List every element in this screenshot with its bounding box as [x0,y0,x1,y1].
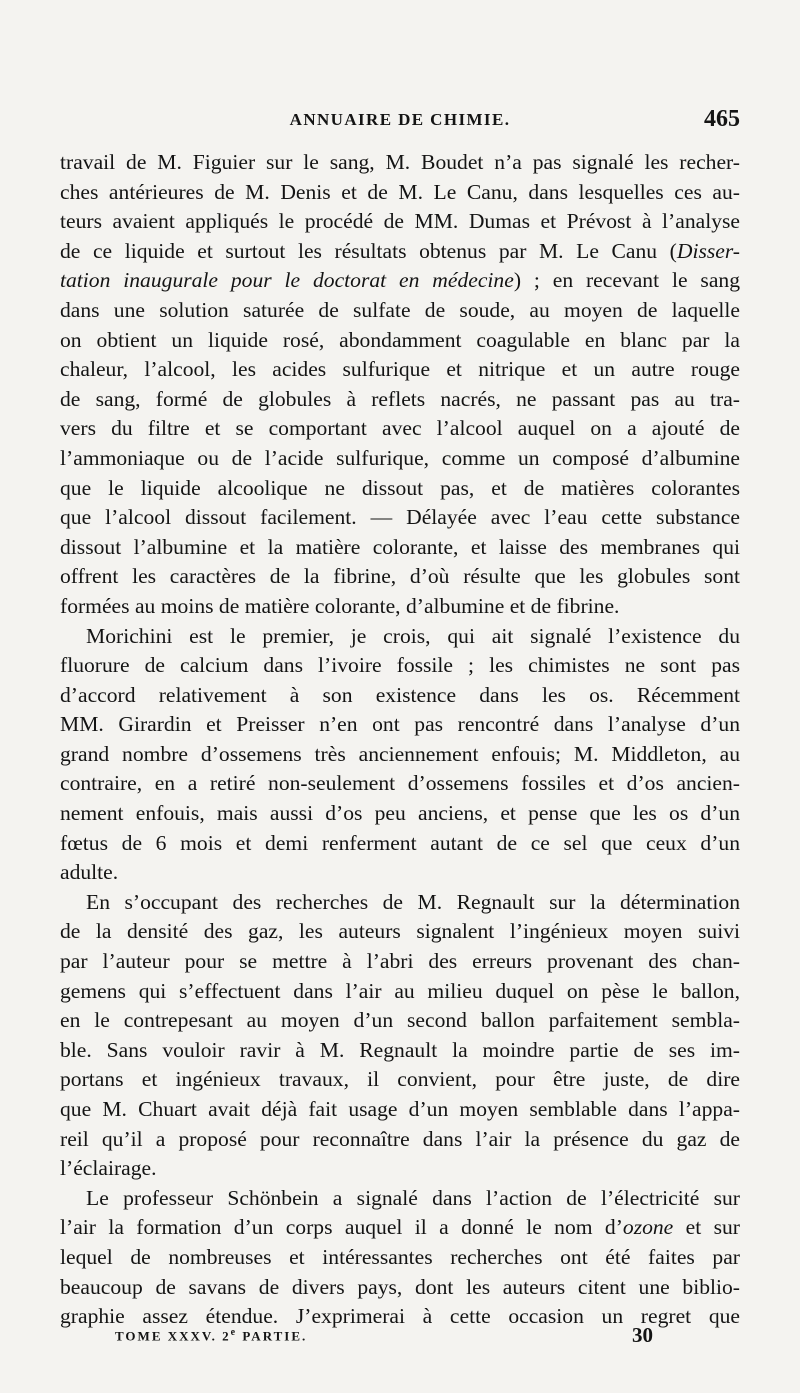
text-line [60,326,740,356]
text-line [60,681,740,711]
text-line [60,503,740,533]
text-line [60,385,740,415]
text-segment: de ce liquide et surtout les résultats obtenus par M. Le Canu ( [60,238,677,263]
page-header [60,106,740,140]
body-text [60,148,740,1332]
text-segment: ble. Sans vouloir ravir à M. Regnault la moindre partie de ses im- [60,1037,740,1062]
text-line [60,858,740,888]
text-line [60,769,740,799]
text-segment: fluorure de calcium dans l’ivoire fossile ; les chimistes ne sont pas [60,653,740,678]
text-segment: nement enfouis, mais aussi d’os peu anciens, et pense que les os d’un [60,801,740,826]
text-segment: l’air la formation d’un corps auquel il a donné le nom d’ [60,1215,623,1240]
text-line [60,1065,740,1095]
text-segment: gemens qui s’effectuent dans l’air au milieu duquel on pèse le ballon, [60,978,740,1003]
page-number: 465 [704,106,740,132]
text-line [60,740,740,770]
signature-prefix: TOME XXXV. 2 [115,1328,231,1344]
signature-suffix: PARTIE. [237,1328,308,1344]
text-segment: ) ; en recevant le sang [513,268,740,293]
text-line [60,266,740,296]
text-segment: de sang, formé de globules à reflets nacrés, ne passant pas au tra- [60,386,740,411]
text-segment: adulte. [60,860,119,885]
text-segment: en le contrepesant au moyen d’un second ballon parfaitement sembla- [60,1008,740,1033]
italic-segment: tation inaugurale pour le doctorat en médecine [60,268,514,293]
text-segment: l’éclairage. [60,1156,157,1181]
text-segment: l’ammoniaque ou de l’acide sulfurique, comme un composé d’albumine [60,445,740,470]
text-line [60,1273,740,1303]
text-line [60,1243,740,1273]
text-line [60,710,740,740]
text-line [60,414,740,444]
text-segment: dissout l’albumine et la matière colorante, et laisse des membranes qui [60,534,740,559]
text-segment: lequel de nombreuses et intéressantes recherches ont été faites par [60,1244,740,1269]
text-segment: beaucoup de savans de divers pays, dont les auteurs citent une biblio- [60,1274,740,1299]
text-segment: par l’auteur pour se mettre à l’abri des erreurs provenant des chan- [60,949,740,974]
text-line [60,207,740,237]
text-line [60,622,740,652]
text-line [60,237,740,267]
text-segment: En s’occupant des recherches de M. Regnault sur la détermination [86,889,740,914]
text-segment: fœtus de 6 mois et demi renferment autant de ce sel que ceux d’un [60,830,740,855]
text-line [60,799,740,829]
text-line [60,444,740,474]
text-line [60,178,740,208]
text-segment: Morichini est le premier, je crois, qui ait signalé l’existence du [86,623,740,648]
text-segment: dans une solution saturée de sulfate de soude, au moyen de laquelle [60,297,740,322]
text-segment: que l’alcool dissout facilement. — Délayée avec l’eau cette substance [60,505,740,530]
text-line [60,1213,740,1243]
text-line [60,148,740,178]
page-footer [60,1323,740,1351]
text-segment: contraire, en a retiré non-seulement d’ossemens fossiles et d’os ancien- [60,771,740,796]
text-line [60,888,740,918]
text-segment: ches antérieures de M. Denis et de M. Le Canu, dans lesquelles ces au- [60,179,740,204]
text-segment: portans et ingénieux travaux, il convient, pour être juste, de dire [60,1067,740,1092]
text-line [60,562,740,592]
text-segment: de la densité des gaz, les auteurs signalent l’ingénieux moyen suivi [60,919,740,944]
text-segment: reil qu’il a proposé pour reconnaître dans l’air la présence du gaz de [60,1126,740,1151]
text-line [60,977,740,1007]
text-segment: Le professeur Schönbein a signalé dans l’action de l’électricité sur [86,1185,740,1210]
text-line [60,296,740,326]
text-line [60,592,740,622]
text-segment: que le liquide alcoolique ne dissout pas, et de matières colorantes [60,475,740,500]
text-line [60,1125,740,1155]
text-segment: que M. Chuart avait déjà fait usage d’un moyen semblable dans l’appa- [60,1097,740,1121]
signature-sup: e [230,1327,238,1338]
text-line [60,1036,740,1066]
text-segment: graphie assez étendue. J’exprimerai à cette occasion un regret que [60,1304,740,1329]
text-line [60,1154,740,1184]
text-segment: formées au moins de matière colorante, d’albumine et de fibrine. [60,593,620,618]
text-segment: travail de M. Figuier sur le sang, M. Boudet n’a pas signalé les recher- [60,150,740,174]
text-line [60,474,740,504]
signature-mark [115,1327,307,1344]
text-line [60,355,740,385]
text-segment: vers du filtre et se comportant avec l’alcool auquel on a ajouté de [60,416,740,441]
text-line [60,947,740,977]
text-line [60,917,740,947]
text-segment: grand nombre d’ossemens très anciennement enfouis; M. Middleton, au [60,741,740,766]
italic-segment: Disser- [676,238,740,263]
text-segment: d’accord relativement à son existence dans les os. Récemment [60,682,740,707]
running-title: ANNUAIRE DE CHIMIE. [289,110,511,129]
italic-segment: ozone [622,1215,674,1240]
text-line [60,651,740,681]
text-segment: on obtient un liquide rosé, abondamment coagulable en blanc par la [60,327,740,352]
text-segment: chaleur, l’alcool, les acides sulfurique et nitrique et un autre rouge [60,357,740,382]
text-line [60,829,740,859]
text-segment: et sur [673,1215,740,1240]
text-line [60,1184,740,1214]
text-segment: offrent les caractères de la fibrine, d’où résulte que les globules sont [60,564,740,589]
text-line [60,1095,740,1125]
text-segment: teurs avaient appliqués le procédé de MM. Dumas et Prévost à l’analyse [60,209,740,234]
text-segment: MM. Girardin et Preisser n’en ont pas rencontré dans l’analyse d’un [60,712,740,737]
signature-number: 30 [632,1323,653,1347]
text-line [60,1006,740,1036]
text-line [60,533,740,563]
